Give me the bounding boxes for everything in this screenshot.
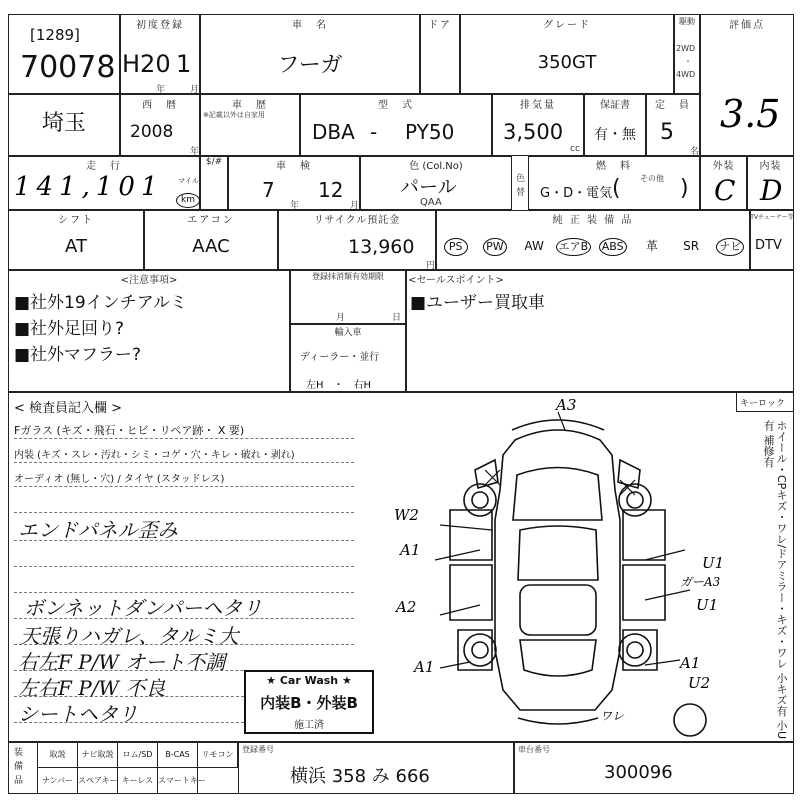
capacity-value: 5 [660,120,674,145]
equipment-item: エアB [554,232,593,260]
mileage-unit-top: マイル [178,177,199,185]
bottom-checklist-row-2 [38,768,238,794]
bottom-checklist-row-1 [38,742,238,768]
checklist-item: スマートキー [158,768,198,794]
inspector-interior-row: 内装 (キズ・スレ・汚れ・シミ・コゲ・穴・キレ・破れ・剥れ) [14,450,295,461]
warranty-value: 有・無 [594,127,636,143]
sales-point-value: ■ユーザー買取車 [410,293,546,313]
drive-opt2: 4WD [676,70,696,79]
tv-label: TVチューナー等 [750,214,794,221]
reg-expiry-label: 登録抹消類有効期限 [312,272,384,281]
inspector-audio: オーディオ (無し・穴) / タイヤ (スタッドレス) [14,474,225,485]
inspector-glass: Fガラス (キズ・飛石・ヒビ・リペア跡・ X 要) [14,424,245,437]
inspector-note-5: 左右F P/W 不良 [18,676,166,700]
model-label: 型 式 [378,100,414,111]
checklist-item: B-CAS [158,742,198,768]
grade-label: グレード [543,20,591,31]
rule-1 [14,438,354,439]
car-diagram [380,396,740,740]
fuel-label: 燃 料 [596,161,632,172]
interior-value: D [760,174,783,207]
inspection-year: 7 [262,178,275,202]
interior-label: 内装 [759,161,782,172]
keylock-label: キーロック [740,399,785,409]
inspector-note-6: シートヘタリ [18,702,138,726]
checklist-item: ナビ取説 [78,742,118,768]
region-value: 埼玉 [41,111,86,136]
plate-label: 登録番号 [242,745,274,754]
warranty-label: 保証書 [600,100,630,111]
inspector-note-3: 天張りハガレ、タルミ大 [20,624,239,648]
inspection-year-unit: 年 [290,201,300,211]
import-label: 輸入車 [334,328,362,338]
exterior-label: 外装 [712,161,735,172]
inspector-note-2: ボンネットダンパーヘタリ [24,596,263,620]
mileage-unit: km [176,187,200,208]
grade-value: 350GT [537,52,597,73]
capacity-label: 定 員 [655,100,691,111]
checklist-item: リモコン [198,742,238,768]
shift-value: AT [65,236,87,257]
rule-2 [14,462,354,463]
western-unit: 年 [190,147,200,157]
reg-expiry-day: 日 [392,313,402,323]
checklist-item: ナンバー [38,768,78,794]
diagram-a1-left: A1 [400,541,421,559]
western-label: 西 暦 [142,100,178,111]
car-name-label: 車 名 [292,20,328,31]
color-label: 色 (Col.No) [409,161,463,172]
drive-opt1: 2WD [676,44,696,53]
exterior-value: C [714,174,736,207]
recycle-unit: 円 [426,261,436,271]
caution-item-3: ■社外マフラー? [14,345,142,365]
diagram-u1-top: U1 [702,554,725,572]
checklist-item: キーレス [118,768,158,794]
equipment-item: ABS [593,232,632,260]
caution-item-1: ■社外19インチアルミ [14,293,188,313]
drive-dot: ・ [684,57,692,66]
tv-value: DTV [755,238,782,253]
inspection-month-unit: 月 [350,201,360,211]
carwash-title: ★ Car Wash ★ [266,674,352,687]
import-handle: 左H ・ 右H [306,380,372,391]
fuel-other: その他 [640,174,664,183]
diagram-w2: W2 [394,506,419,524]
plate-value: 横浜 358 み 666 [290,766,430,787]
drive-label: 駆動 [679,17,695,26]
diagram-a1-right: A1 [680,654,701,672]
first-reg-month-unit: 月 [190,85,200,95]
fuel-value: G・D・電気 [540,186,613,201]
inspector-note-4: 右左F P/W オート不調 [18,650,226,674]
lot-bracket: [1289] [30,26,80,44]
side-note: ホイール・CPキズ・ワレ/ドアミラー・キズ・ワレ 小キズ有 小U有 補修有 [762,420,788,740]
displacement-label: 排気量 [520,100,556,111]
model-dash: - [370,120,378,144]
fuel-paren-close: ) [680,176,689,201]
rule-4 [14,512,354,513]
diagram-u2: U2 [688,674,711,692]
diagram-a3: A3 [556,396,577,414]
checklist-item: 取説 [38,742,78,768]
carwash-done: 施工済 [294,720,324,731]
aircon-label: エアコン [187,215,235,226]
model-prefix: DBA [312,120,355,144]
inspector-label: < 検査員記入欄 > [14,401,123,416]
equipment-item: AW [524,239,544,253]
score-label: 評価点 [729,20,765,31]
color-value: パール [400,176,457,198]
diagram-ware: ワレ [600,709,625,723]
color-code: QAA [420,197,442,208]
equipment-item: PS [436,232,475,260]
s-fr-label: $/# [205,157,223,167]
chassis-label: 車台番号 [518,745,550,754]
fuel-paren-open: ( [612,176,621,201]
caution-item-2: ■社外足回り? [14,319,125,339]
diagram-gar: ガーA3 [680,575,721,589]
equipment-item: PW [475,232,514,260]
lot-number: 70078 [20,50,116,85]
first-reg-era: H20 [122,50,171,78]
western-value: 2008 [130,122,174,142]
inspection-label: 車 検 [276,161,312,172]
reg-expiry-month: 月 [336,313,346,323]
model-code: PY50 [405,120,455,144]
car-name-value: フーガ [277,53,343,78]
equipment-label: 純 正 装 備 品 [552,215,634,226]
score-value: 3.5 [720,92,781,136]
mileage-label: 走 行 [86,161,122,172]
first-reg-year-unit: 年 [156,85,166,95]
checklist-item: ロム/SD [118,742,158,768]
color-change-label: 色替 [516,174,526,198]
diagram-a2: A2 [396,598,417,616]
door-label: ドア [428,20,452,31]
equipment-item: ナビ [711,232,750,260]
rule-6 [14,566,354,567]
shift-label: シフト [58,215,94,226]
mileage-value: 141,101 [14,172,164,202]
sales-point-label: <セールスポイント> [408,275,504,286]
carwash-grade: 内装B・外装B [260,694,358,712]
inspection-month: 12 [318,178,344,202]
equipment-item: SR [683,239,700,253]
inspector-note-1: エンドパネル歪み [18,518,178,542]
equipment-row [436,232,750,262]
first-reg-month: 1 [176,50,192,78]
first-reg-label: 初度登録 [136,20,184,31]
recycle-label: リサイクル預託金 [313,215,401,226]
capacity-unit: 名 [690,147,700,157]
equipment-item: 革 [645,239,658,253]
checklist-item: スペアキー [78,768,118,794]
displacement-value: 3,500 [503,120,564,144]
equip-check-label: 装備品 [14,748,24,786]
recycle-value: 13,960 [348,236,415,258]
aircon-value: AAC [192,236,230,257]
diagram-a1-left2: A1 [414,658,435,676]
history-note: ※記載以外は自家用 [203,111,265,119]
diagram-u1-mid: U1 [696,596,719,614]
rule-3 [14,486,354,487]
chassis-value: 300096 [604,762,673,783]
history-label: 車 歴 [232,100,268,111]
displacement-unit: cc [570,144,580,154]
caution-label: <注意事項> [120,275,178,286]
import-dealer: ディーラー・並行 [300,352,380,363]
